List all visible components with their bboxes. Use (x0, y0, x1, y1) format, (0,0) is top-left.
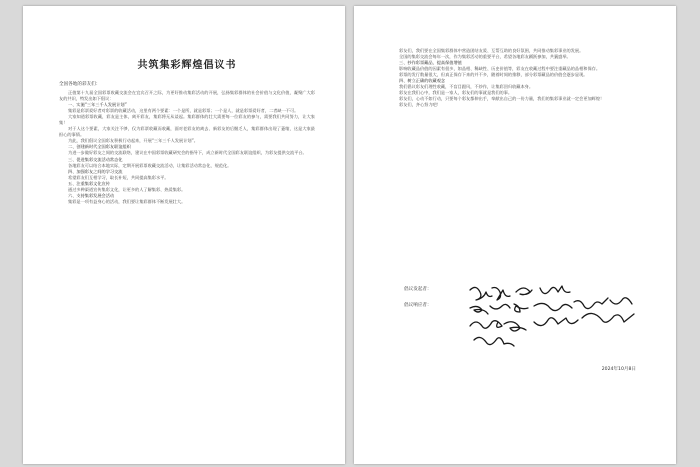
paragraph: 三、抄作彩票藏品，提高保值增值 (399, 60, 462, 66)
paragraph: 集彩是彩票爱好者对彩票的收藏活动，这里有两个要素：一个是所，就是彩票；一个是人，就是彩票爱好者，二者缺一不可。 (68, 108, 299, 114)
responder-label: 倡议响应者： (404, 303, 432, 308)
paragraph: 彩友们，我们要在全国集彩群体中营造团结友爱、互帮互助的良好氛围，共同推动集彩事业的发展。 (399, 48, 584, 53)
paragraph: 四、加强彩友之间的学习交流 (68, 168, 123, 174)
paragraph: 五、注重集彩文化宣传 (68, 180, 110, 186)
paragraph: 彩友在我们心中，我们是一家人，彩友们的事就是我们的事。 (399, 90, 513, 96)
paragraph: 我们倡议彩友们理性收藏，不盲目跟风，不炒作，让集彩回归收藏本身。 (399, 84, 534, 90)
document-page-left (23, 6, 345, 464)
initiator-label: 倡议发起者： (404, 287, 432, 292)
paragraph: 六、支持集彩发展会活动 (68, 192, 115, 198)
paragraph: 一、实施“三年三千人发展计划” (68, 102, 127, 108)
paragraph: 二、创建新时代全国彩友联谊组织 (68, 144, 131, 150)
paragraph: 通过多种渠道宣传集彩文化，让更多的人了解集彩、热爱集彩。 (68, 186, 186, 192)
paragraph: 四、树立正确的收藏观念 (399, 78, 446, 84)
paragraph: 对于人这个要素，大家关注不够，仅为彩票收藏而收藏，面对老彩友的离去、新彩友的后继乏人，集彩群体出现了萎缩，这是大家最担心的事情。 (59, 126, 315, 138)
paragraph: 全国的集彩交流会每年一次，作为集彩活动的重要平台，希望各地彩友踊跃参加，共襄盛举。 (399, 54, 571, 60)
left-paragraphs (59, 90, 315, 205)
paragraph: 大家知道彩票收藏，彩友是主体，离开彩友，集彩将无从谈起。集彩群体的壮大需要每一位彩友的参与，需要我们共同努力，让大家集！ (59, 114, 315, 126)
paragraph: 为此，我们倡议全国彩友积极行动起来，开展“三年三千人发展计划”。 (68, 138, 198, 144)
paragraph: 彩友们，心动不如行动，只要每个彩友都伸出手，奉献出自己的一份力量，我们的集彩事业就一定会更加辉煌！ (399, 96, 605, 102)
paragraph: 三、促进集彩交流活动常态化 (68, 156, 123, 162)
paragraph: 为进一步做好彩友之间的交流联络，建议在中国彩票收藏研究会的指导下，成立新时代全国彩友联谊组织，为彩友提供交流平台。 (68, 150, 307, 156)
right-page-content (390, 48, 646, 464)
paragraph: 各地彩友可以结合本地实际，定期开展彩票收藏交流活动，让集彩活动常态化、规范化。 (68, 162, 232, 168)
signature-block (404, 282, 664, 352)
document-page-right (354, 6, 676, 464)
paragraph: 正值第十九届全国彩票收藏交流会在宜宾召开之际，为更好推动集彩活动的开展，弘扬集彩群体的社会价值与文化价值，凝聚广大彩友的共识，特发出如下倡议： (59, 90, 315, 102)
paragraph: 集彩是一项有益身心的活动，我们要让集彩群体不断发展壮大。 (68, 198, 186, 204)
document-title: 共筑集彩辉煌倡议书 (137, 60, 237, 71)
left-page-content (59, 56, 315, 464)
right-paragraphs (390, 48, 646, 108)
paragraph: 希望彩友们互相学习，取长补短，共同提高集彩水平。 (68, 174, 169, 180)
paragraph: 影响收藏品价值的因素有很多，如品相、稀缺性、历史价值等，彩友在收藏过程中要注重藏品的品相和保存。 (399, 66, 601, 72)
paragraph: 彩票的发行数量很大，但真正保存下来的并不多，随着时间的推移，部分彩票藏品的价值会逐步显现。 (399, 72, 588, 78)
paragraph: 彩友们，齐心努力吧！ (399, 102, 441, 108)
salutation: 全国各地的彩友们： (59, 82, 101, 87)
document-date: 2024年10月8日 (601, 367, 636, 372)
handwritten-signatures (464, 282, 654, 354)
